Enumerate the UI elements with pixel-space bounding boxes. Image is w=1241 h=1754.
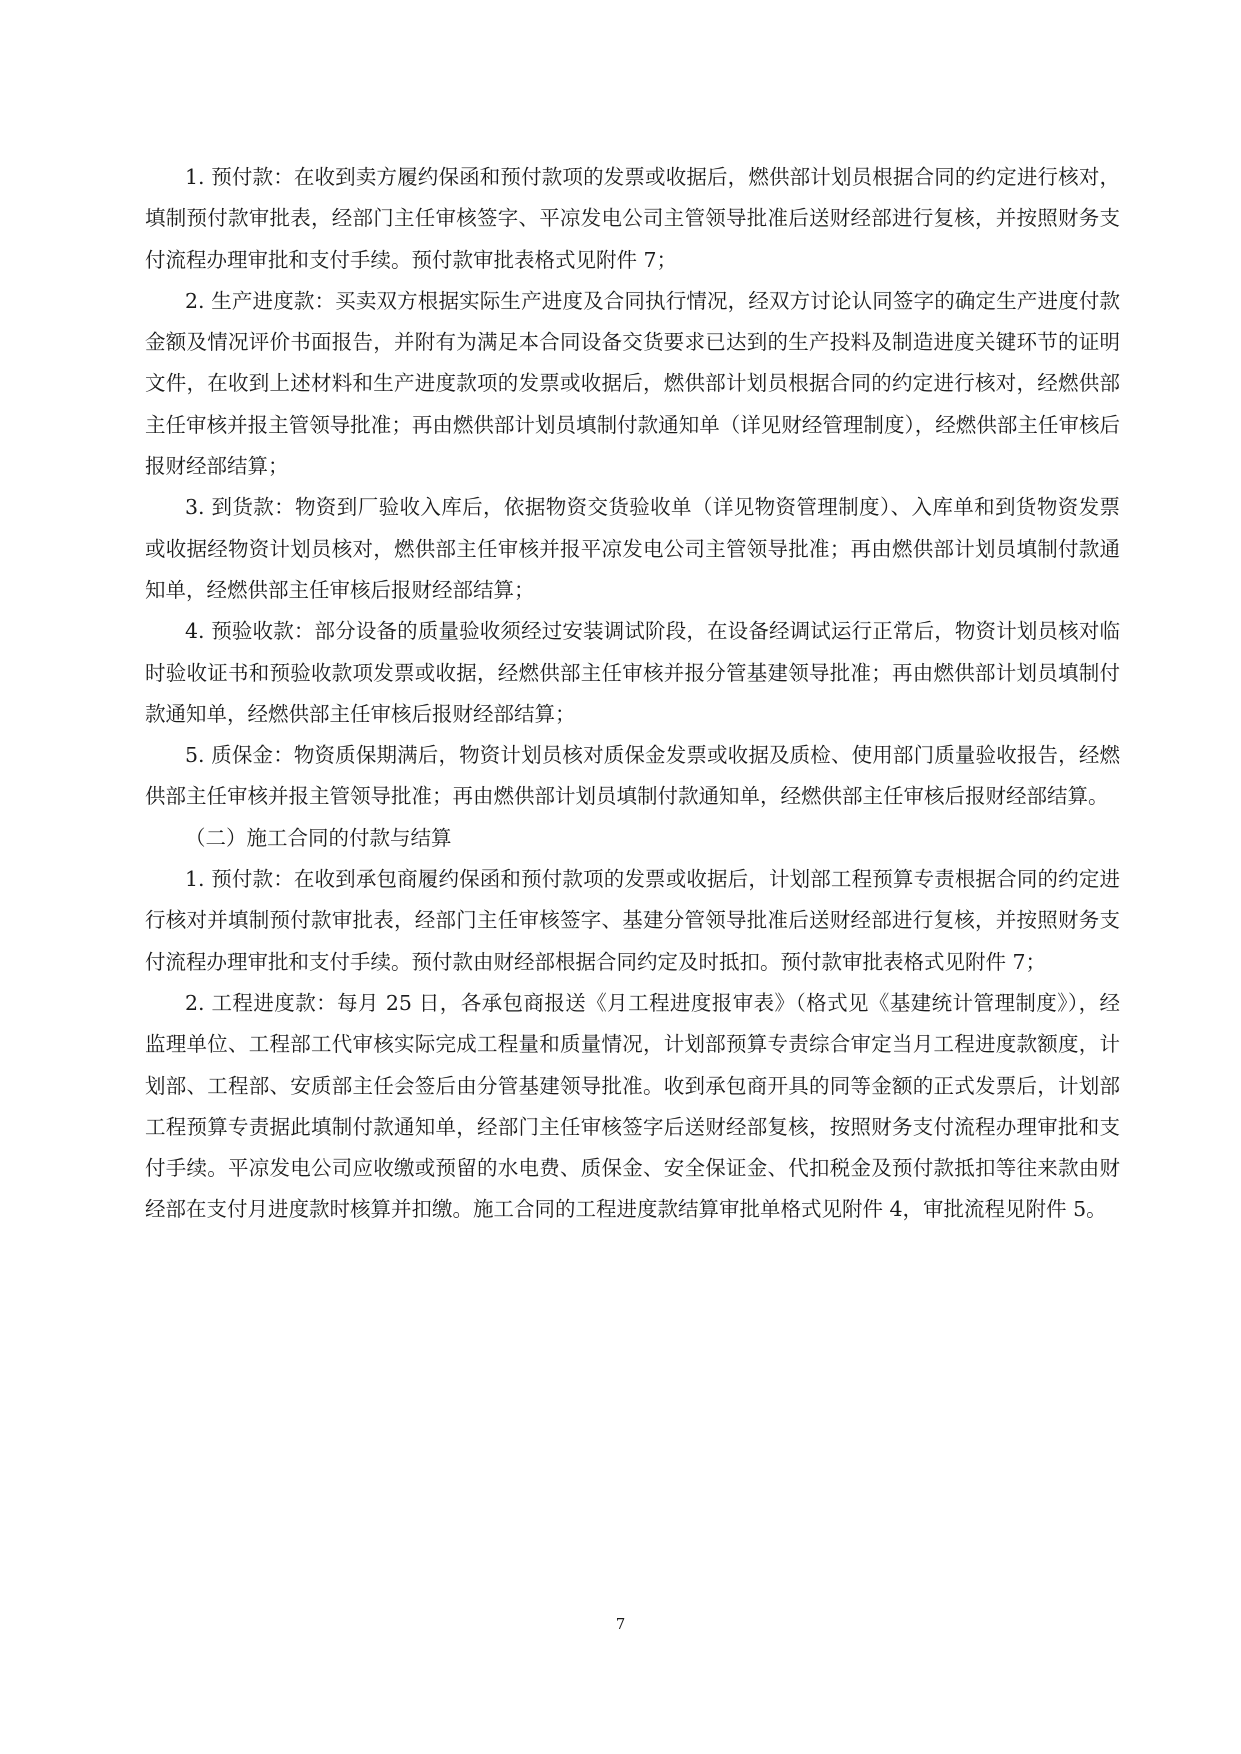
paragraph-goods-production-progress-payment: 2. 生产进度款：买卖双方根据实际生产进度及合同执行情况，经双方讨论认同签字的确定生产进度付款金额及情况评价书面报告，并附有为满足本合同设备交货要求已达到的生产投料及制造进度关键环节的证明文件，在收到上述材料和生产进度款项的发票或收据后，燃供部计划员根据合同的约定进行核对，经燃供部主任审核并报主管领导批准；再由燃供部计划员填制付款通知单（详见财经管理制度），经燃供部主任审核后报财经部结算；: [145, 288, 1120, 479]
page-number: 7: [615, 1615, 626, 1633]
paragraph-goods-pre-acceptance-payment: 4. 预验收款：部分设备的质量验收须经过安装调试阶段，在设备经调试运行正常后，物资计划员核对临时验收证书和预验收款项发票或收据，经燃供部主任审核并报分管基建领导批准；再由燃供部计划员填制付款通知单，经燃供部主任审核后报财经部结算；: [145, 619, 1120, 726]
paragraph-goods-arrival-payment: 3. 到货款：物资到厂验收入库后，依据物资交货验收单（详见物资管理制度）、入库单和到货物资发票或收据经物资计划员核对，燃供部主任审核并报平凉发电公司主管领导批准；再由燃供部计划员填制付款通知单，经燃供部主任审核后报财经部结算；: [145, 495, 1120, 602]
paragraph-construction-progress-payment: 2. 工程进度款：每月 25 日，各承包商报送《月工程进度报审表》（格式见《基建统计管理制度》），经监理单位、工程部工代审核实际完成工程量和质量情况，计划部预算专责综合审定当月工程进度款额度，计划部、工程部、安质部主任会签后由分管基建领导批准。收到承包商开具的同等金额的正式发票后，计划部工程预算专责据此填制付款通知单，经部门主任审核签字后送财经部复核，按照财务支付流程办理审批和支付手续。平凉发电公司应收缴或预留的水电费、质保金、安全保证金、代扣税金及预付款抵扣等往来款由财经部在支付月进度款时核算并扣缴。施工合同的工程进度款结算审批单格式见附件 4，审批流程见附件 5。: [145, 990, 1120, 1222]
document-body: [145, 157, 1120, 1231]
paragraph-construction-prepayment: 1. 预付款：在收到承包商履约保函和预付款项的发票或收据后，计划部工程预算专责根据合同的约定进行核对并填制预付款审批表，经部门主任审核签字、基建分管领导批准后送财经部进行复核，并按照财务支付流程办理审批和支付手续。预付款由财经部根据合同约定及时抵扣。预付款审批表格式见附件 7；: [145, 867, 1120, 974]
section-heading-construction-contract: （二）施工合同的付款与结算: [185, 825, 452, 850]
paragraph-goods-retention-money: 5. 质保金：物资质保期满后，物资计划员核对质保金发票或收据及质检、使用部门质量验收报告，经燃供部主任审核并报主管领导批准；再由燃供部计划员填制付款通知单，经燃供部主任审核后报财经部结算。: [145, 743, 1120, 809]
paragraph-goods-prepayment: 1. 预付款：在收到卖方履约保函和预付款项的发票或收据后，燃供部计划员根据合同的约定进行核对，填制预付款审批表，经部门主任审核签字、平凉发电公司主管领导批准后送财经部进行复核，并按照财务支付流程办理审批和支付手续。预付款审批表格式见附件 7；: [145, 165, 1120, 272]
